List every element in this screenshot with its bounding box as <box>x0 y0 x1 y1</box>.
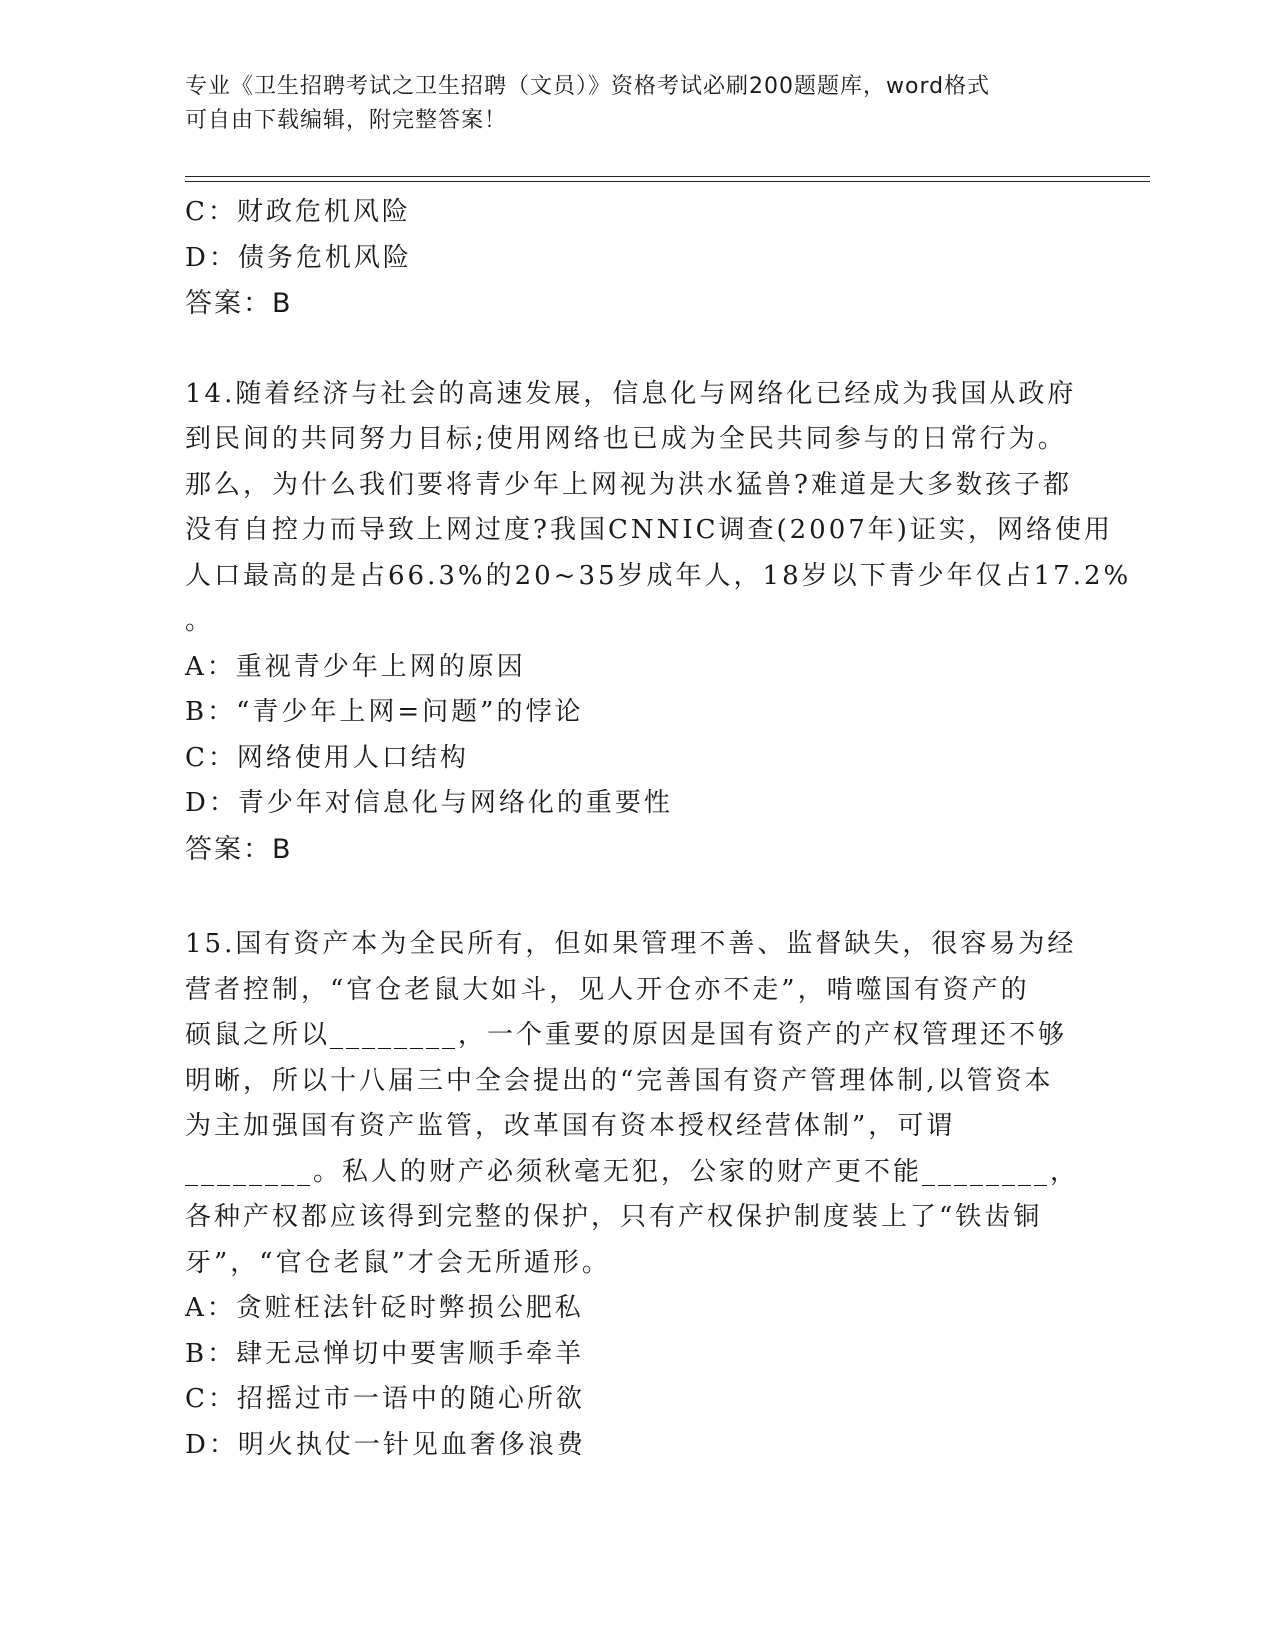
spacer <box>185 872 1085 922</box>
header-rule-top <box>185 176 1150 177</box>
stem-line: 没有自控力而导致上网过度?我国CNNIC调查(2007年)证实，网络使用 <box>185 515 1113 545</box>
option-d: D：青少年对信息化与网络化的重要性 <box>185 788 673 818</box>
question-15 <box>185 922 1085 1468</box>
question-stem <box>185 922 1080 1286</box>
stem-line: ________。私人的财产必须秋毫无犯，公家的财产更不能________， <box>185 1156 1080 1187</box>
stem-line: 牙”，“官仓老鼠”才会无所遁形。 <box>185 1247 611 1278</box>
question-13-tail <box>185 190 1085 327</box>
option-d: D：明火执仗一针见血奢侈浪费 <box>185 1429 586 1460</box>
stem-line: 人口最高的是占66.3%的20~35岁成年人，18岁以下青少年仅占17.2% <box>185 560 1132 591</box>
stem-line: 硕鼠之所以________，一个重要的原因是国有资产的产权管理还不够 <box>185 1020 1068 1050</box>
spacer <box>185 327 1085 372</box>
document-header <box>185 70 1065 138</box>
header-rule-bottom <box>185 181 1150 182</box>
option-b: B：肆无忌惮切中要害顺手牵羊 <box>185 1338 585 1369</box>
stem-line: 各种产权都应该得到完整的保护，只有产权保护制度装上了“铁齿铜 <box>185 1202 1043 1232</box>
option-d: D：债务危机风险 <box>185 242 412 273</box>
stem-line: 营者控制，“官仓老鼠大如斗，见人开仓亦不走”，啃噬国有资产的 <box>185 974 1030 1005</box>
stem-line: 14.随着经济与社会的高速发展，信息化与网络化已经成为我国从政府 <box>185 378 1077 409</box>
header-title-line-1: 专业《卫生招聘考试之卫生招聘（文员）》资格考试必刷200题题库，word格式 <box>185 74 991 99</box>
stem-line: 15.国有资产本为全民所有，但如果管理不善、监督缺失，很容易为经 <box>185 929 1077 959</box>
option-a: A：贪赃枉法针砭时弊损公肥私 <box>185 1293 584 1323</box>
option-c: C：网络使用人口结构 <box>185 742 469 773</box>
option-c: C：财政危机风险 <box>185 197 411 227</box>
stem-line: 那么，为什么我们要将青少年上网视为洪水猛兽?难道是大多数孩子都 <box>185 469 1072 500</box>
header-title-line-2: 可自由下载编辑，附完整答案！ <box>185 108 508 133</box>
option-a: A：重视青少年上网的原因 <box>185 651 526 682</box>
stem-line: 为主加强国有资产监管，改革国有资本授权经营体制”，可谓 <box>185 1111 956 1141</box>
document-body <box>185 190 1132 1468</box>
option-b: B：“青少年上网=问题”的悖论 <box>185 697 584 727</box>
answer-line: 答案：B <box>185 833 293 865</box>
answer-line: 答案：B <box>185 288 293 319</box>
stem-line: 明晰，所以十八届三中全会提出的“完善国有资产管理体制,以管资本 <box>185 1065 1054 1096</box>
stem-line: 到民间的共同努力目标;使用网络也已成为全民共同参与的日常行为。 <box>185 424 1067 454</box>
question-stem <box>185 372 1132 645</box>
question-14 <box>185 372 1132 873</box>
stem-line: 。 <box>185 606 215 636</box>
option-c: C：招摇过市一语中的随心所欲 <box>185 1384 585 1414</box>
